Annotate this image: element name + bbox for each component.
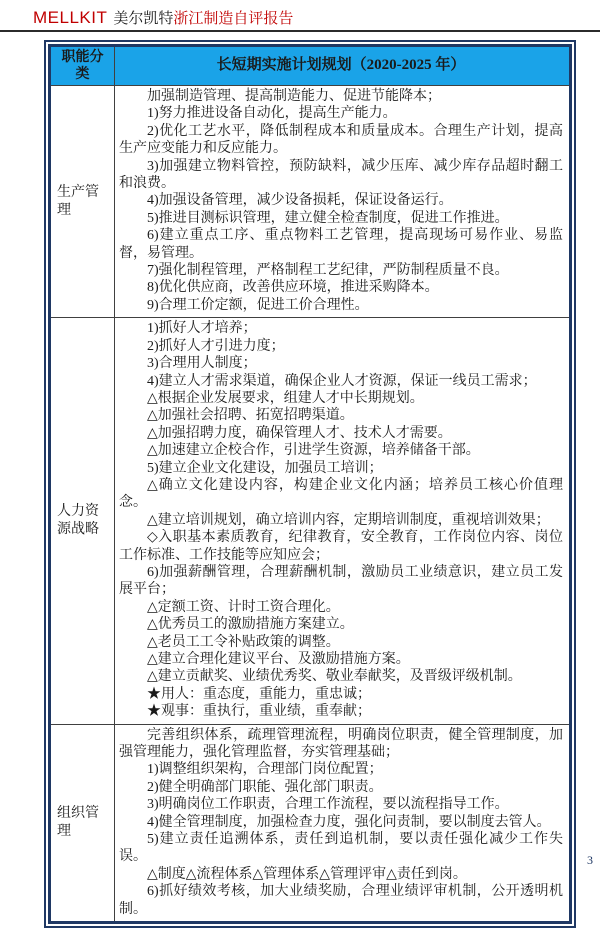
page-number: 3 — [587, 853, 593, 867]
plan-item: 6)加强薪酬管理，合理薪酬机制，激励员工业绩意识，建立员工发展平台； — [119, 564, 563, 598]
column-header-category: 职能分类 — [51, 47, 115, 85]
plan-item: △确立文化建设内容，构建企业文化内涵；培养员工核心价值理念。 — [119, 477, 563, 511]
plan-item: 8)优化供应商，改善供应环境，推进采购降本。 — [147, 280, 439, 296]
plan-item: 3)合理用人制度； — [147, 356, 257, 372]
plan-item: 7)强化制程管理，严格制程工艺纪律，严防制程质量不良。 — [147, 263, 509, 279]
report-title-company: 美尔凯特 — [113, 11, 174, 27]
plan-item: 5)建立责任追溯体系，责任到追机制，要以责任强化减少工作失误。 — [119, 832, 563, 865]
plan-item: ★观事：重执行，重业绩，重奉献； — [147, 704, 371, 720]
row-label-organization: 组织管理 — [51, 725, 115, 921]
row-items-hr — [115, 318, 569, 723]
plan-table-frame — [44, 40, 576, 928]
plan-item: 9)合理工价定额，促进工价合理性。 — [147, 297, 369, 313]
header-divider — [0, 30, 600, 32]
plan-item: 2)健全明确部门职能、强化部门职责。 — [147, 779, 383, 795]
table-header-row — [51, 47, 569, 86]
plan-item: ◇入职基本素质教育，纪律教育，安全教育，工作岗位内容、岗位工作标准、工作技能等应知应会； — [119, 530, 563, 563]
plan-item: 4)健全管理制度，加强检查力度，强化问责制，要以制度去管人。 — [147, 814, 551, 830]
plan-item: 1)调整组织架构，合理部门岗位配置； — [147, 762, 383, 778]
plan-item: △根据企业发展要求，组建人才中长期规划。 — [147, 390, 424, 406]
table-row-production — [51, 86, 569, 318]
plan-item: △加速建立企校合作，引进学生资源，培养储备干部。 — [147, 443, 480, 459]
plan-item: △建立贡献奖、业绩优秀奖、敬业奉献奖，及晋级评级机制。 — [147, 669, 522, 685]
plan-item: ★用人：重态度，重能力，重忠诚； — [147, 686, 371, 702]
plan-item: △老员工工令补贴政策的调整。 — [147, 634, 340, 650]
plan-item: △建立合理化建议平台、及激励措施方案。 — [147, 652, 410, 667]
plan-item: 5)建立企业文化建设，加强员工培训； — [147, 460, 383, 476]
report-title-subject: 浙江制造自评报告 — [173, 11, 294, 27]
page-header — [0, 0, 600, 28]
plan-item: 5)推进目测标识管理，建立健全检查制度，促进工作推进。 — [147, 210, 509, 226]
plan-item: 6)建立重点工序、重点物料工艺管理，提高现场可易作业、易监督，易管理。 — [119, 228, 563, 261]
plan-item: △制度△流程体系△管理体系△管理评审△责任到岗。 — [147, 866, 467, 882]
table-row-organization — [51, 725, 569, 921]
table-row-hr — [51, 318, 569, 724]
row-items-organization — [115, 725, 569, 921]
plan-item: 6)抓好绩效考核，加大业绩奖励，合理业绩评审机制，公开透明机制。 — [119, 884, 563, 917]
plan-item: 4)建立人才需求渠道，确保企业人才资源，保证一线员工需求； — [147, 373, 537, 389]
plan-item: 2)抓好人才引进力度； — [147, 338, 285, 354]
plan-item: 1)抓好人才培养； — [147, 321, 257, 337]
plan-item: 2)优化工艺水平，降低制程成本和质量成本。合理生产计划，提高生产应变能力和反应能力。 — [119, 123, 563, 157]
plan-item: 加强制造管理、提高制造能力、促进节能降本； — [147, 89, 441, 104]
plan-table — [48, 44, 572, 924]
row-items-production — [115, 86, 569, 317]
plan-item: △建立培训规划，确立培训内容，定期培训制度，重视培训效果； — [147, 512, 550, 528]
plan-item: △加强社会招聘、拓宽招聘渠道。 — [147, 408, 354, 424]
plan-item: 完善组织体系，疏理管理流程，明确岗位职责，健全管理制度，加强管理能力，强化管理监督，夯实管理基础； — [119, 727, 563, 761]
plan-item: 3)明确岗位工作职责，合理工作流程，要以流程指导工作。 — [147, 797, 509, 813]
plan-item: 1)努力推进设备自动化，提高生产能力。 — [147, 106, 397, 122]
column-header-plan: 长短期实施计划规划（2020-2025 年） — [216, 56, 466, 73]
row-label-hr: 人力资源战略 — [51, 318, 115, 723]
plan-item: 3)加强建立物料管控，预防缺料，减少压库、减少库存品超时翻工和浪费。 — [119, 158, 563, 192]
brand-logo-text: MELLKIT — [33, 8, 108, 27]
plan-item: 4)加强设备管理，减少设备损耗，保证设备运行。 — [147, 193, 453, 209]
plan-item: △定额工资、计时工资合理化。 — [147, 599, 340, 615]
plan-item: △优秀员工的激励措施方案建立。 — [147, 617, 354, 633]
plan-item: △加强招聘力度，确保管理人才、技术人才需要。 — [147, 425, 452, 441]
row-label-production: 生产管理 — [51, 86, 115, 317]
